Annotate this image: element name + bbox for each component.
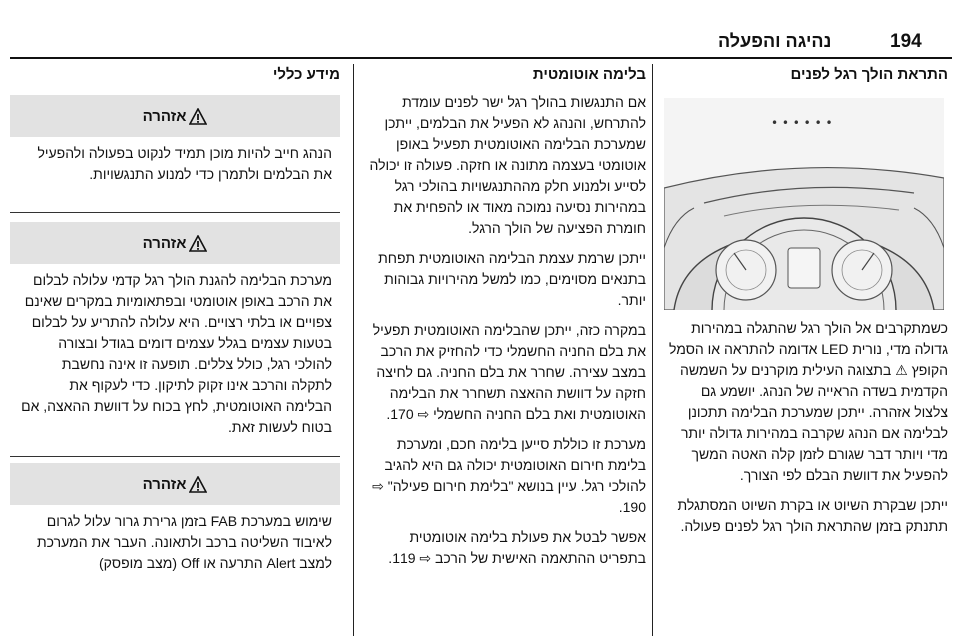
warning-box-2 [10,222,340,438]
right-column [664,64,948,92]
warning-title: אזהרה [142,107,187,125]
paragraph: ייתכן שרמת עצמת הבלימה האוטומטית תפחת בתנאים מסוימים, כמו למשל מהירויות גבוהות יותר. [378,250,646,308]
warning-separator [10,212,340,213]
warning-separator [10,456,340,457]
paragraph: אפשר לבטל את פעולת בלימה אוטומטית בתפריט ההתאמה האישית של הרכב ⇨ 119. [388,529,646,566]
right-column-body [664,318,948,546]
warning-text: הנהג חייב להיות מוכן תמיד לנקוט בפעולה ולהפעיל את הבלמים ולתמרן כדי למנוע התנגשויות. [37,145,332,182]
paragraph: מערכת זו כוללת סייען בלימה חכם, ומערכת בלימת חירום האוטומטית יכולה גם היא להגיב להולכי רגל. עיין בנושא "בלימת חירום פעילה" ⇨ 190. [372,436,646,515]
paragraph: במקרה כזה, ייתכן שהבלימה האוטומטית תפעיל את בלם החניה החשמלי כדי להחזיק את הרכב במצב עצירה. שחרר את בלם החניה. גם לחיצה חזקה על דוושת ההאצה תשחרר את הבלימה האוטומטית ואת בלם החניה החשמלי ⇨ 170. [372,322,646,422]
page-number: 194 [890,31,922,52]
section-heading-general-info: מידע כללי [272,66,340,83]
section-heading-pedestrian-alert: התראת הולך רגל לפנים [790,66,948,83]
paragraph: כשמתקרבים אל הולך רגל שהתגלה במהירות גדולה מדי, נורית LED אדומה להתראה או הסמל הקופץ ⚠ בתצוגה העילית מוקרנים על השמשה הקדמית בשדה הראייה של הנהג. יושמע גם צלצול אזהרה. ייתכן שמערכת הבלימה תתכונן לבלימה אם הנהג שקרבה במהירות גדולה יותר מדי ויותר דבר שגורם לזמן קלה האטה המשך להפעיל את דוושת הבלם לפי הצורך. [668,320,948,483]
header-rule [10,57,952,59]
paragraph: ייתכן שבקרת השיוט או בקרת השיוט המסתגלת תתנתק בזמן שהתראת הולך רגל לפנים פעולה. [677,497,948,534]
windshield-led-indicator: • • • • • • [771,116,833,130]
warning-header [10,95,340,137]
left-column [10,64,340,92]
section-heading-auto-braking: בלימה אוטומטית [532,66,646,83]
warning-triangle-icon [189,108,207,125]
warning-title: אזהרה [142,234,187,252]
warning-triangle-icon [189,476,207,493]
warning-header [10,463,340,505]
warning-box-3 [10,463,340,574]
page-header-title: נהיגה והפעלה [718,31,832,51]
windshield-dashboard-drawing [664,98,944,310]
warning-text: מערכת הבלימה להגנת הולך רגל קדמי עלולה לבלום את הרכב באופן אוטומטי ובפתאומיות במקרים שאינם צפויים או בלתי רצויים. היא עלולה להתריע על לבלום בטעות עצמים בגלל עצמים דומים בגודל ובצורה להולכי רגל, כולל צללים. תופעה זו אינה נחשבת לתקלה והרכב אינו זקוק לתיקון. כדי לעקוף את הבלימה האוטומטית, לחץ בכוח על דוושת ההאצה, אם בטוח לעשות זאת. [21,272,332,435]
column-divider-right [652,64,653,636]
middle-column [364,64,646,578]
column-divider-left [353,64,354,636]
warning-triangle-icon [189,235,207,252]
warning-text: שימוש במערכת FAB בזמן גרירת גרור עלול לגרום לאיבוד השליטה ברכב ולתאונה. העבר את המערכת למצב Alert התרעה או Off (מצב מופסק) [37,513,332,571]
warning-title: אזהרה [142,475,187,493]
paragraph: אם התנגשות בהולך רגל ישר לפנים עומדת להתרחש, והנהג לא הפעיל את הבלמים, ייתכן שמערכת הבלימה האוטומטית תפעיל באופן אוטומטי בעצמה מתונה או חזקה. פעולה זו יכולה לסייע ולמנוע חלק מההתנגשויות בהולכי רגל במהירות נסיעה נמוכה מאוד או להפחית את חומרת הפציעה של הולך הרגל. [369,94,646,236]
dashboard-illustration [664,98,944,310]
warning-box-1 [10,95,340,185]
warning-header [10,222,340,264]
